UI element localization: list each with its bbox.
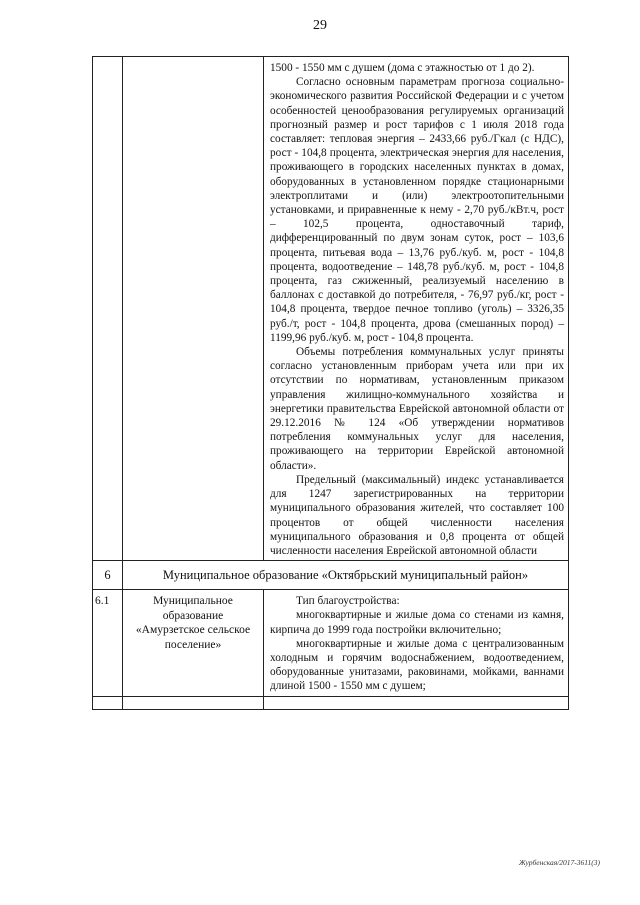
- subsection-number: 6.1: [93, 590, 123, 696]
- tail-text-cell: [264, 696, 569, 709]
- continuation-row: [93, 57, 569, 561]
- section-title: Муниципальное образование «Октябрьский муниципальный район»: [123, 561, 569, 590]
- subsection-row: [93, 590, 569, 696]
- section-row: [93, 561, 569, 590]
- paragraph-shower-length: 1500 - 1550 мм с душем (дома с этажностью от 1 до 2).: [270, 62, 535, 74]
- continuation-text-cell: [264, 57, 569, 561]
- page-number: 29: [313, 18, 327, 33]
- paragraph-consumption-volumes: Объемы потребления коммунальных услуг приняты согласно установленным приборам учета или при их отсутствии по нормативам, установленным приказом управления жилищно-коммунального хозяйства и энергетики правительства Еврейской автономной области от 29.12.2016 № 124 «Об утверждении нормативов потребления коммунальных услуг для населения, проживающего на территории Еврейской автономной области».: [270, 346, 564, 472]
- subsection-text-cell: [264, 590, 569, 696]
- document-table: [92, 56, 569, 710]
- continuation-num-cell: [93, 57, 123, 561]
- paragraph-max-index: Предельный (максимальный) индекс устанавливается для 1247 зарегистрированных на территории муниципального образования жителей, что составляет 100 процентов от общей численности населения муниципального образования и 0,8 процента от общей численности населения Еврейской автономной области: [270, 473, 564, 557]
- section-number: 6: [93, 561, 123, 590]
- paragraph-stone-houses: многоквартирные и жилые дома со стенами из камня, кирпича до 1999 года постройки включительно;: [270, 609, 564, 636]
- paragraph-improvement-type: Тип благоустройства:: [296, 595, 400, 608]
- paragraph-tariff-forecast: Согласно основным параметрам прогноза социально-экономического развития Российской Федерации и с учетом особенностей ценообразования регулируемых организаций прогнозный размер и рост тарифов с 1 июля 2018 года составляет: тепловая энергия – 2433,66 руб./Гкал (с НДС), рост - 104,8 процента, электрическая энергия для населения, проживающего в городских населенных пунктах в домах, оборудованных в установленном порядке стационарными электроплитами и (или) электроотопительными установками, и приравненные к нему - 2,70 руб./кВт.ч, рост – 102,5 процента, одноставочный тариф, дифференцированный по двум зонам суток, рост – 103,6 процента, питьевая вода – 13,76 руб./куб. м, рост - 104,8 процента, водоотведение – 148,78 руб./куб. м, рост - 104,8 процента, газ сжиженный, реализуемый населению в баллонах с доставкой до потребителя, - 76,97 руб./кг, рост - 104,8 процента, твердое печное топливо (уголь) – 3326,35 руб./т, рост - 104,8 процента, дрова (смешанных пород) – 1199,96 руб./куб. м, рост - 104,8 процента.: [270, 76, 564, 344]
- continuation-name-cell: [123, 57, 264, 561]
- document-footer-code: Журбенская/2017-3611(3): [518, 858, 600, 867]
- tail-name-cell: [123, 696, 264, 709]
- tail-row: [93, 696, 569, 709]
- paragraph-centralized-water: многоквартирные и жилые дома с централизованным холодным и горячим водоснабжением, водоотведением, оборудованные унитазами, раковинами, мойками, ваннами длиной 1500 - 1550 мм с душем;: [270, 637, 564, 693]
- tail-num-cell: [93, 696, 123, 709]
- subsection-name: Муниципальное образование «Амурзетское сельское поселение»: [123, 590, 264, 696]
